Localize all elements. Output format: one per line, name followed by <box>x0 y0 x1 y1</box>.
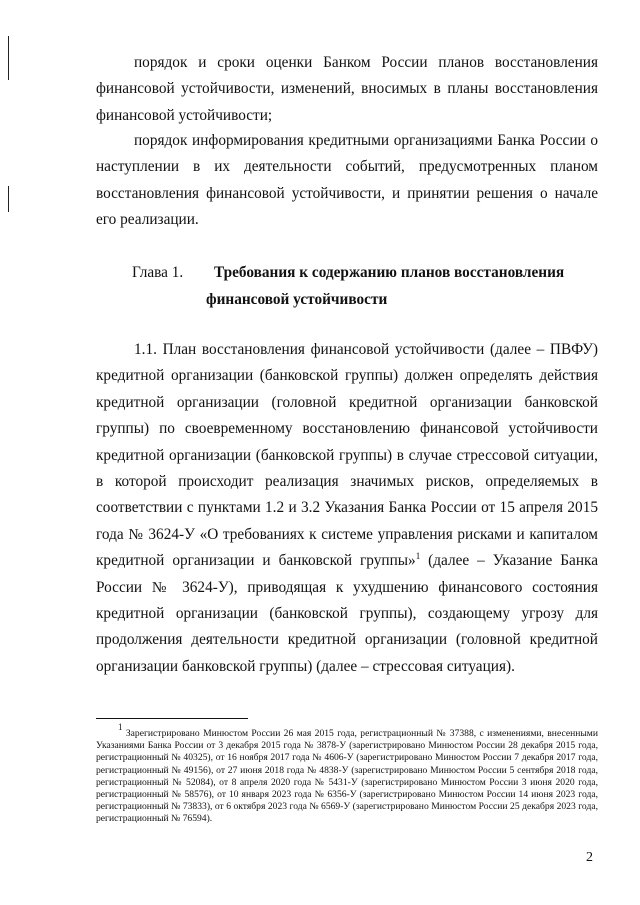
paragraph-1-1 <box>96 337 598 680</box>
paragraph-1-1-text-start: 1.1. План восстановления финансовой устойчивости (далее – ПВФУ) кредитной организации (банковской группы) должен определять действия кредитной организации (головной кредитной организации банковской группы) по своевременному восстановлению финансовой устойчивости кредитной организации (банковской группы) в случае стрессовой ситуации, в которой происходит реализация значимых рисков, определяемых в соответствии с пунктами 1.2 и 3.2 Указания Банка России от 15 апреля 2015 года № 3624-У «О требованиях к системе управления рисками и капиталом кредитной организации и банковской группы» <box>96 341 598 570</box>
paragraph-1-1-text-end: (далее – Указание Банка России № 3624-У), приводящая к ухудшению финансового состояния кредитной организации (банковской группы), создающему угрозу для продолжения деятельности кредитной организации (головной кредитной организации банковской группы) (далее – стрессовая ситуация). <box>96 552 598 675</box>
footnote-1 <box>96 722 598 826</box>
page-number: 2 <box>586 850 593 865</box>
footnote-divider <box>96 718 248 719</box>
chapter-heading <box>96 259 598 313</box>
margin-mark-top <box>8 36 9 80</box>
footnote-reference[interactable]: 1 <box>415 551 421 562</box>
footnote-number: 1 <box>118 722 123 732</box>
footnote-text: Зарегистрировано Минюстом России 26 мая 2015 года, регистрационный № 37388, с изменениями, внесенными Указаниями Банка России от 3 декабря 2015 года № 3878-У (зарегистрировано Минюстом России 28 декабря 2015 года, регистрационный № 40325), от 16 ноября 2017 года № 4606-У (зарегистрировано Минюстом России 7 декабря 2017 года, регистрационный № 49156), от 27 июня 2018 года № 4838-У (зарегистрировано Минюстом России 5 сентября 2018 года, регистрационный № 52084), от 8 апреля 2020 года № 5431-У (зарегистрировано Минюстом России 3 июня 2020 года, регистрационный № 58576), от 10 января 2023 года № 6356-У (зарегистрировано Минюстом России 14 июня 2023 года, регистрационный № 73833), от 6 октября 2023 года № 6569-У (зарегистрировано Минюстом России 25 декабря 2023 года, регистрационный № 76594). <box>96 728 598 825</box>
paragraph-notification-order: порядок информирования кредитными организациями Банка России о наступлении в их деятельности событий, предусмотренных планом восстановления финансовой устойчивости, и принятии решения о начале его реализации. <box>96 132 598 229</box>
chapter-title-line2: финансовой устойчивости <box>206 291 388 308</box>
chapter-title <box>206 259 598 313</box>
margin-mark-middle <box>8 186 9 212</box>
chapter-title-line1: Требования к содержанию планов восстановления <box>214 264 565 281</box>
chapter-label: Глава 1. <box>132 264 184 281</box>
paragraph-assessment-order: порядок и сроки оценки Банком России планов восстановления финансовой устойчивости, изменений, вносимых в планы восстановления финансовой устойчивости; <box>96 54 598 124</box>
